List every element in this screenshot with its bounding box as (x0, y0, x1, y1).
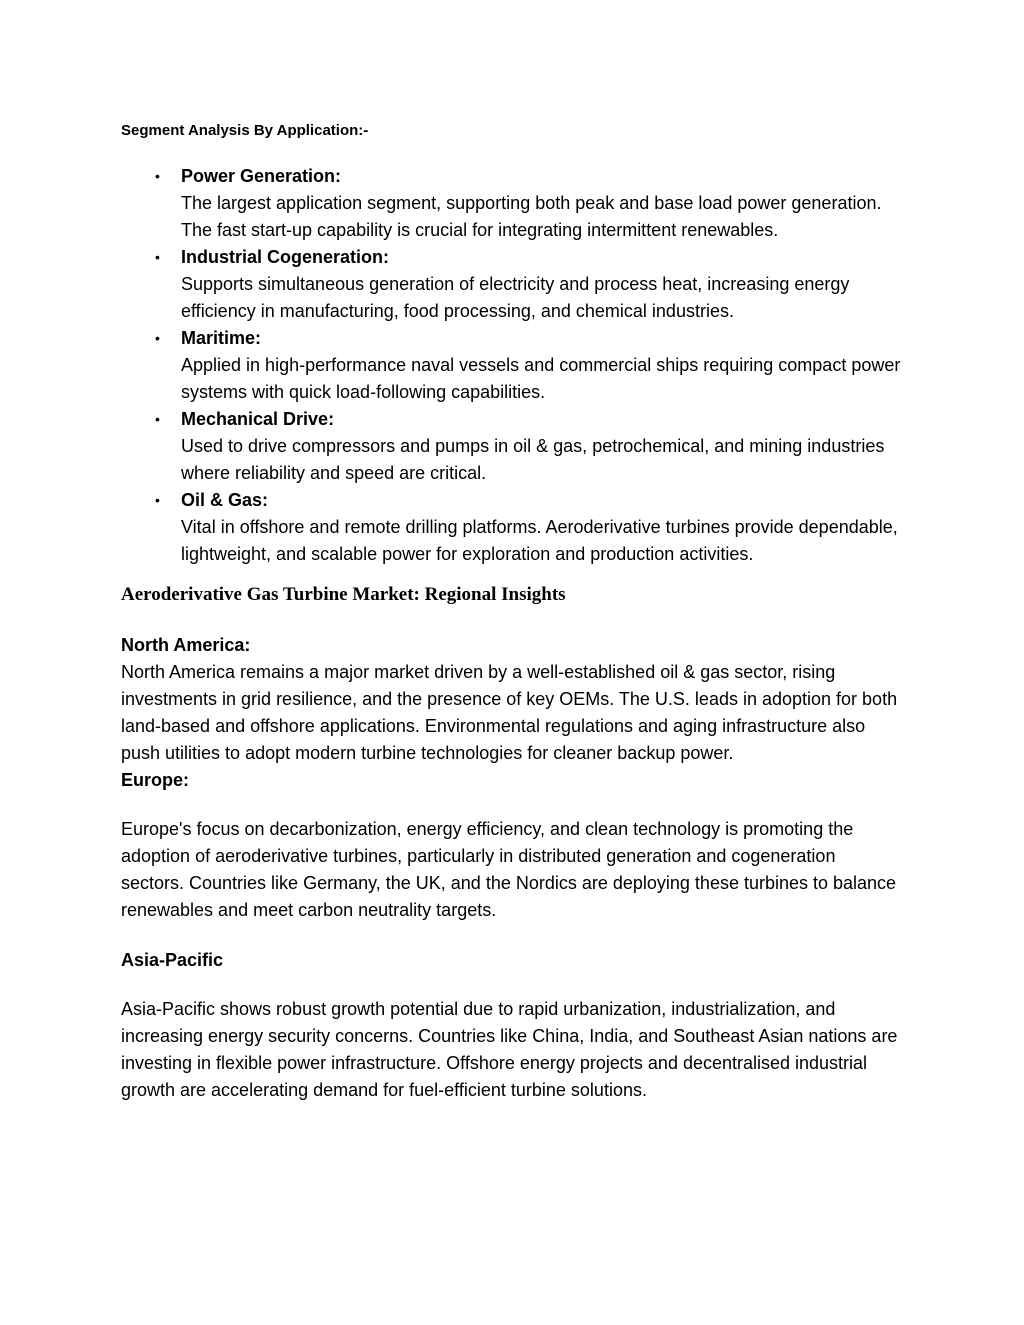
region-europe (121, 767, 903, 924)
bullet-label-mechanical-drive: Mechanical Drive: (181, 409, 335, 429)
bullet-description-mechanical-drive: Used to drive compressors and pumps in oil & gas, petrochemical, and mining industries where reliability and speed are critical. (181, 436, 885, 483)
bullet-dot-icon: • (155, 168, 160, 184)
bullet-dot-icon: • (155, 411, 160, 427)
bullet-label-industrial-cogeneration: Industrial Cogeneration: (181, 247, 390, 267)
bullet-label-power-generation: Power Generation: (181, 166, 342, 186)
bullet-item-mechanical-drive (121, 406, 903, 487)
bullet-item-maritime (121, 325, 903, 406)
bullet-item-power-generation (121, 163, 903, 244)
region-paragraph-asia-pacific: Asia-Pacific shows robust growth potential due to rapid urbanization, industrialization, and increasing energy security concerns. Countries like China, India, and Southeast Asian nations are investing in flexible power infrastructure. Offshore energy projects and decentralised industrial growth are accelerating demand for fuel-efficient turbine solutions. (121, 999, 898, 1100)
regional-insights-heading: Aeroderivative Gas Turbine Market: Regional Insights (121, 584, 566, 605)
region-name-europe: Europe: (121, 770, 190, 790)
region-paragraph-north-america: North America remains a major market driven by a well-established oil & gas sector, rising investments in grid resilience, and the presence of key OEMs. The U.S. leads in adoption for both land-based and offshore applications. Environmental regulations and aging infrastructure also push utilities to adopt modern turbine technologies for cleaner backup power. (121, 662, 898, 763)
segment-analysis-heading: Segment Analysis By Application:- (121, 122, 369, 139)
bullet-dot-icon: • (155, 249, 160, 265)
bullet-label-oil-gas: Oil & Gas: (181, 490, 269, 510)
application-bullet-list (121, 163, 903, 568)
bullet-item-oil-gas (121, 487, 903, 568)
bullet-description-industrial-cogeneration: Supports simultaneous generation of electricity and process heat, increasing energy efficiency in manufacturing, food processing, and chemical industries. (181, 274, 850, 321)
bullet-description-oil-gas: Vital in offshore and remote drilling platforms. Aeroderivative turbines provide dependable, lightweight, and scalable power for exploration and production activities. (181, 517, 898, 564)
bullet-description-power-generation: The largest application segment, supporting both peak and base load power generation. The fast start-up capability is crucial for integrating intermittent renewables. (181, 193, 882, 240)
region-north-america (121, 632, 903, 767)
region-name-asia-pacific: Asia-Pacific (121, 950, 224, 970)
region-paragraph-europe: Europe's focus on decarbonization, energy efficiency, and clean technology is promoting the adoption of aeroderivative turbines, particularly in distributed generation and cogeneration sectors. Countries like Germany, the UK, and the Nordics are deploying these turbines to balance renewables and meet carbon neutrality targets. (121, 819, 897, 920)
bullet-dot-icon: • (155, 330, 160, 346)
bullet-label-maritime: Maritime: (181, 328, 262, 348)
bullet-item-industrial-cogeneration (121, 244, 903, 325)
region-asia-pacific (121, 947, 903, 1104)
bullet-dot-icon: • (155, 492, 160, 508)
bullet-description-maritime: Applied in high-performance naval vessels and commercial ships requiring compact power systems with quick load-following capabilities. (181, 355, 901, 402)
region-name-north-america: North America: (121, 635, 251, 655)
